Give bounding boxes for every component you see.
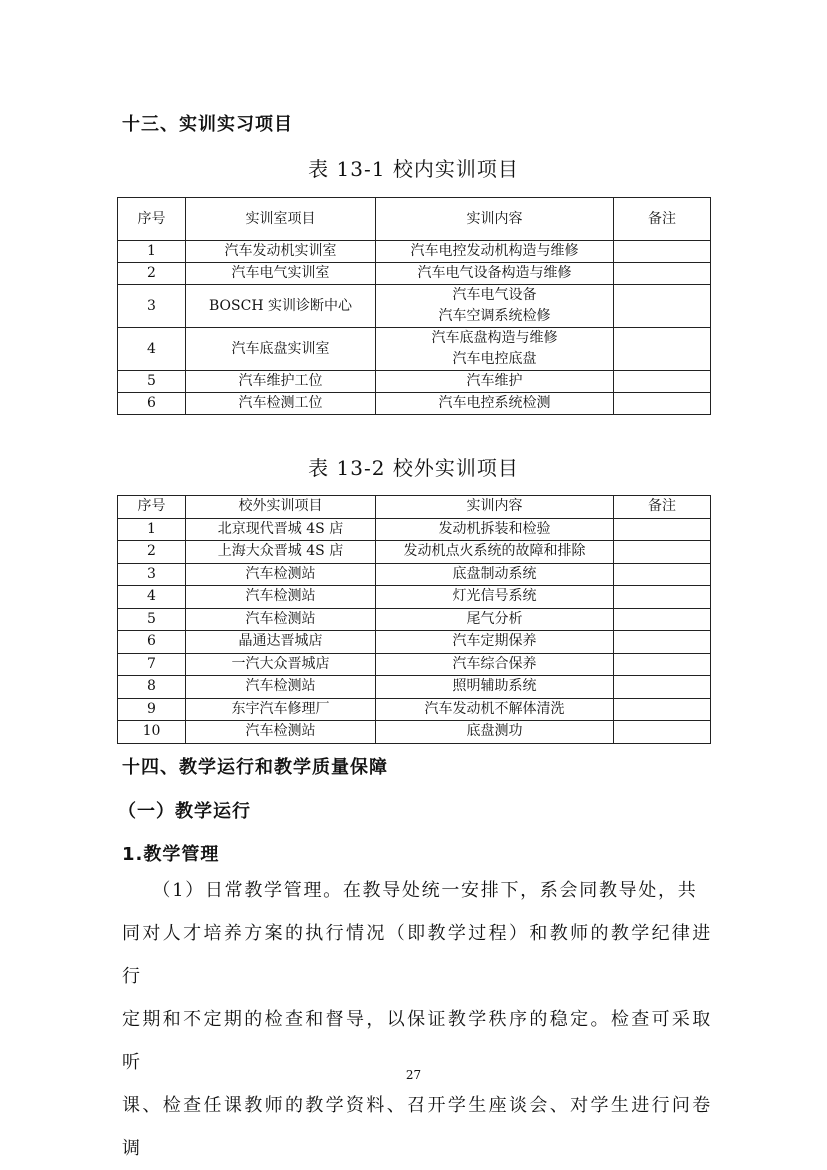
table-row xyxy=(118,328,711,371)
note-cell xyxy=(614,608,711,631)
training-item-cell: 汽车检测站 xyxy=(186,721,376,744)
note-cell xyxy=(614,563,711,586)
training-content-cell xyxy=(376,328,614,371)
training-item-cell: BOSCH 实训诊断中心 xyxy=(186,285,376,328)
paragraph-line: 同对人才培养方案的执行情况（即教学过程）和教师的教学纪律进行 xyxy=(122,923,712,987)
training-content-cell: 灯光信号系统 xyxy=(376,586,614,609)
row-number-cell: 6 xyxy=(118,393,186,415)
row-number-cell: 4 xyxy=(118,328,186,371)
table-row xyxy=(118,541,711,564)
table-row xyxy=(118,653,711,676)
table-row xyxy=(118,721,711,744)
note-cell xyxy=(614,676,711,699)
content-line: 汽车维护 xyxy=(466,373,523,389)
header-cell: 序号 xyxy=(118,496,186,519)
paragraph-line: （1）日常教学管理。在教导处统一安排下，系会同教导处，共 xyxy=(122,880,698,901)
row-number-cell: 4 xyxy=(118,586,186,609)
training-content-cell xyxy=(376,263,614,285)
header-cell: 备注 xyxy=(614,198,711,241)
note-cell xyxy=(614,328,711,371)
table-header-row xyxy=(118,198,711,241)
row-number-cell: 2 xyxy=(118,263,186,285)
training-item-cell: 汽车检测工位 xyxy=(186,393,376,415)
row-number-cell: 1 xyxy=(118,518,186,541)
note-cell xyxy=(614,721,711,744)
note-cell xyxy=(614,393,711,415)
header-cell: 实训室项目 xyxy=(186,198,376,241)
content-line: 汽车电控发动机构造与维修 xyxy=(410,243,579,259)
note-cell xyxy=(614,698,711,721)
row-number-cell: 3 xyxy=(118,285,186,328)
row-number-cell: 9 xyxy=(118,698,186,721)
training-item-cell: 一汽大众晋城店 xyxy=(186,653,376,676)
table-row xyxy=(118,586,711,609)
subsection-1-title: （一）教学运行 xyxy=(118,801,251,822)
table-row xyxy=(118,676,711,699)
content-line: 汽车空调系统检修 xyxy=(438,308,551,324)
table-row xyxy=(118,393,711,415)
training-item-cell: 汽车发动机实训室 xyxy=(186,241,376,263)
header-cell: 实训内容 xyxy=(376,496,614,519)
note-cell xyxy=(614,263,711,285)
content-line: 汽车电气设备构造与维修 xyxy=(417,265,572,281)
header-cell: 序号 xyxy=(118,198,186,241)
header-cell: 实训内容 xyxy=(376,198,614,241)
row-number-cell: 6 xyxy=(118,631,186,654)
section-13-title: 十三、实训实习项目 xyxy=(122,114,293,135)
header-cell: 校外实训项目 xyxy=(186,496,376,519)
training-item-cell: 汽车检测站 xyxy=(186,563,376,586)
row-number-cell: 5 xyxy=(118,608,186,631)
note-cell xyxy=(614,371,711,393)
training-item-cell: 汽车电气实训室 xyxy=(186,263,376,285)
table-row xyxy=(118,563,711,586)
training-item-cell: 汽车维护工位 xyxy=(186,371,376,393)
training-content-cell: 发动机拆装和检验 xyxy=(376,518,614,541)
note-cell xyxy=(614,241,711,263)
training-content-cell: 尾气分析 xyxy=(376,608,614,631)
table2-caption: 表 13-2 校外实训项目 xyxy=(308,456,519,480)
content-line: 汽车底盘构造与维修 xyxy=(431,330,558,346)
training-content-cell xyxy=(376,241,614,263)
body-paragraph xyxy=(122,869,712,1170)
note-cell xyxy=(614,285,711,328)
content-line: 汽车电气设备 xyxy=(452,287,537,303)
training-content-cell xyxy=(376,285,614,328)
training-content-cell: 底盘制动系统 xyxy=(376,563,614,586)
training-item-cell: 晶通达晋城店 xyxy=(186,631,376,654)
training-content-cell xyxy=(376,371,614,393)
row-number-cell: 2 xyxy=(118,541,186,564)
row-number-cell: 1 xyxy=(118,241,186,263)
training-item-cell: 汽车底盘实训室 xyxy=(186,328,376,371)
training-content-cell: 发动机点火系统的故障和排除 xyxy=(376,541,614,564)
training-content-cell: 照明辅助系统 xyxy=(376,676,614,699)
table-row xyxy=(118,371,711,393)
note-cell xyxy=(614,586,711,609)
table-header-row xyxy=(118,496,711,519)
row-number-cell: 5 xyxy=(118,371,186,393)
content-line: 汽车电控系统检测 xyxy=(438,395,551,411)
table-row xyxy=(118,608,711,631)
table1-on-campus-training xyxy=(117,197,711,415)
paragraph-line: 定期和不定期的检查和督导，以保证教学秩序的稳定。检查可采取听 xyxy=(122,1009,712,1073)
section-14-title: 十四、教学运行和教学质量保障 xyxy=(122,757,388,778)
training-content-cell: 汽车综合保养 xyxy=(376,653,614,676)
table-row xyxy=(118,698,711,721)
row-number-cell: 8 xyxy=(118,676,186,699)
table-row xyxy=(118,631,711,654)
training-item-cell: 汽车检测站 xyxy=(186,586,376,609)
note-cell xyxy=(614,541,711,564)
table1-caption: 表 13-1 校内实训项目 xyxy=(308,157,519,181)
training-item-cell: 上海大众晋城 4S 店 xyxy=(186,541,376,564)
training-content-cell xyxy=(376,393,614,415)
note-cell xyxy=(614,631,711,654)
note-cell xyxy=(614,518,711,541)
training-item-cell: 北京现代晋城 4S 店 xyxy=(186,518,376,541)
paragraph-line: 课、检查任课教师的教学资料、召开学生座谈会、对学生进行问卷调 xyxy=(122,1095,712,1159)
training-content-cell: 底盘测功 xyxy=(376,721,614,744)
page-number: 27 xyxy=(405,1068,422,1082)
header-cell: 备注 xyxy=(614,496,711,519)
training-item-cell: 汽车检测站 xyxy=(186,608,376,631)
table-row xyxy=(118,518,711,541)
training-item-cell: 汽车检测站 xyxy=(186,676,376,699)
row-number-cell: 10 xyxy=(118,721,186,744)
row-number-cell: 7 xyxy=(118,653,186,676)
training-item-cell: 东宇汽车修理厂 xyxy=(186,698,376,721)
training-content-cell: 汽车定期保养 xyxy=(376,631,614,654)
content-line: 汽车电控底盘 xyxy=(452,351,537,367)
note-cell xyxy=(614,653,711,676)
training-content-cell: 汽车发动机不解体清洗 xyxy=(376,698,614,721)
table-row xyxy=(118,241,711,263)
subsection-1-1-title: 1.教学管理 xyxy=(122,844,220,865)
row-number-cell: 3 xyxy=(118,563,186,586)
table-row xyxy=(118,285,711,328)
table-row xyxy=(118,263,711,285)
table2-off-campus-training xyxy=(117,495,711,744)
